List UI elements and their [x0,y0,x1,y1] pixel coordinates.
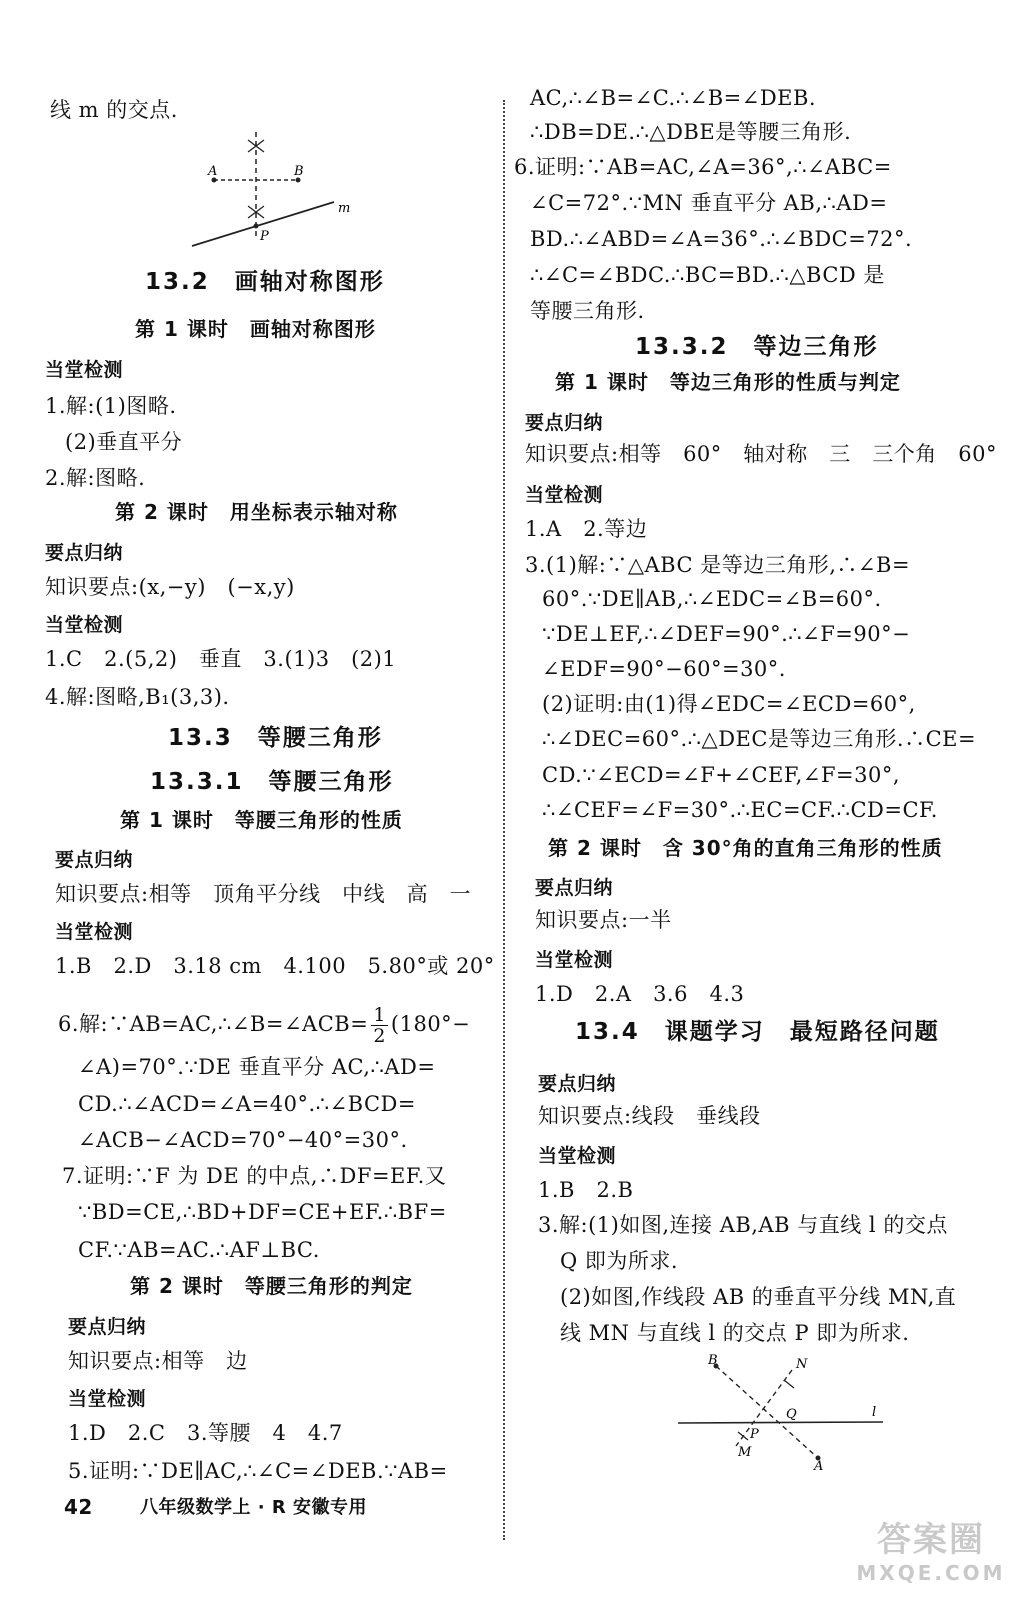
subsection-title: 13.3.2 等边三角形 [635,334,879,360]
answer-line: 1.D 2.A 3.6 4.3 [535,982,745,1006]
label-m: M [738,1445,752,1460]
answer-line: ∴DB=DE.∴△DBE是等腰三角形. [530,120,852,144]
answer-line: 4.解:图略,B₁(3,3). [45,685,230,709]
answer-line: 3.解:(1)如图,连接 AB,AB 与直线 l 的交点 [538,1213,948,1237]
answer-text: 6.解:∵AB=AC,∴∠B=∠ACB= [58,1012,369,1036]
answer-line: 1.D 2.C 3.等腰 4 4.7 [68,1421,343,1445]
label-check: 当堂检测 [525,484,604,506]
shortest-path-figure [668,1352,898,1472]
answer-line: ∠C=72°.∵MN 垂直平分 AB,∴AD= [530,191,888,215]
answer-line: 1.A 2.等边 [525,517,648,541]
perpendicular-bisector-figure [180,128,360,252]
answer-line: CD.∴∠ACD=∠A=40°.∴∠BCD= [78,1092,416,1116]
segment-ab [716,1366,818,1458]
label-m: m [338,201,351,216]
answer-line: CD.∵∠ECD=∠F+∠CEF,∠F=30°, [542,763,901,787]
answer-line: ∵BD=CE,∴BD+DF=CE+EF.∴BF= [78,1200,447,1224]
book-title: 八年级数学上 · R 安徽专用 [140,1497,367,1518]
label-p: P [750,1427,759,1442]
answer-line: Q 即为所求. [560,1249,679,1273]
answer-line: 1.C 2.(5,2) 垂直 3.(1)3 (2)1 [45,647,397,671]
answer-line: 7.证明:∵F 为 DE 的中点,∴DF=EF.又 [62,1164,447,1188]
label-key-points: 要点归纳 [68,1316,147,1338]
section-title: 13.3 等腰三角形 [168,725,383,751]
answer-line: ∴∠C=∠BDC.∴BC=BD.∴△BCD 是 [530,263,885,287]
answer-line: 等腰三角形. [530,299,645,323]
lesson-title: 第 1 课时 画轴对称图形 [135,317,376,341]
label-a: A [814,1459,824,1472]
label-a: A [208,164,218,179]
label-check: 当堂检测 [45,359,124,381]
label-b: B [294,164,304,179]
section-title: 13.4 课题学习 最短路径问题 [575,1019,940,1045]
answer-line: 2.解:图略. [45,466,146,490]
label-key-points: 要点归纳 [535,877,614,899]
label-key-points: 要点归纳 [45,542,124,564]
fraction-numerator: 1 [373,1004,386,1026]
answer-line: (2)垂直平分 [65,430,183,454]
point-p [254,224,259,229]
answer-line: ∵DE⊥EF,∴∠DEF=90°.∴∠F=90°− [542,622,911,646]
answer-line: 知识要点:(x,−y) (−x,y) [45,575,295,599]
answer-line-fraction [58,1002,470,1046]
fraction [371,1005,388,1046]
text-line: 线 m 的交点. [50,98,178,122]
label-check: 当堂检测 [538,1145,617,1167]
answer-line: 知识要点:相等 顶角平分线 中线 高 一 [55,882,472,906]
label-b: B [708,1353,718,1368]
bisector-mn [736,1370,792,1446]
label-q: Q [786,1407,797,1422]
answer-line: ∠ACB−∠ACD=70°−40°=30°. [78,1128,408,1152]
answer-line: ∠A)=70°.∵DE 垂直平分 AC,∴AD= [78,1055,436,1079]
answer-line: 1.B 2.D 3.18 cm 4.100 5.80°或 20° [55,954,495,978]
answer-line: 60°.∵DE∥AB,∴∠EDC=∠B=60°. [542,587,882,611]
fraction-denominator: 2 [373,1025,386,1047]
label-l: l [872,1405,877,1420]
answer-line: 5.证明:∵DE∥AC,∴∠C=∠DEB.∵AB= [68,1459,448,1483]
watermark-text: 答案圈 [877,1520,985,1560]
label-check: 当堂检测 [55,921,134,943]
watermark-url: MXQE.COM [856,1561,1006,1585]
answer-line: ∠EDF=90°−60°=30°. [542,657,786,681]
label-check: 当堂检测 [535,949,614,971]
label-key-points: 要点归纳 [525,412,604,434]
answer-line: (2)证明:由(1)得∠EDC=∠ECD=60°, [542,692,916,716]
answer-line: 1.解:(1)图略. [45,394,177,418]
label-key-points: 要点归纳 [55,849,134,871]
answer-line: CF.∵AB=AC.∴AF⊥BC. [78,1238,320,1262]
answer-line: 知识要点:相等 边 [68,1349,248,1373]
answer-line: 知识要点:一半 [535,908,672,932]
label-n: N [796,1357,808,1372]
subsection-title: 13.3.1 等腰三角形 [150,769,394,795]
answer-line: BD.∴∠ABD=∠A=36°.∴∠BDC=72°. [530,227,913,251]
answer-line: 1.B 2.B [538,1178,634,1202]
label-check: 当堂检测 [68,1388,147,1410]
watermark-logo [856,1519,1006,1591]
label-p: P [260,229,269,244]
answer-line: 知识要点:线段 垂线段 [538,1104,761,1128]
answer-line: (2)如图,作线段 AB 的垂直平分线 MN,直 [560,1285,957,1309]
column-divider [503,100,505,1540]
answer-line: 线 MN 与直线 l 的交点 P 即为所求. [560,1321,910,1345]
lesson-title: 第 2 课时 等腰三角形的判定 [130,1274,413,1298]
answer-text: (180°− [390,1012,471,1036]
label-check: 当堂检测 [45,614,124,636]
lesson-title: 第 1 课时 等边三角形的性质与判定 [555,370,901,394]
answer-line: ∴∠DEC=60°.∴△DEC是等边三角形.∴CE= [542,727,977,751]
page-number: 42 [64,1495,93,1519]
label-key-points: 要点归纳 [538,1073,617,1095]
line-l [678,1422,883,1423]
section-title: 13.2 画轴对称图形 [145,269,385,295]
lesson-title: 第 2 课时 用坐标表示轴对称 [115,500,398,524]
lesson-title: 第 1 课时 等腰三角形的性质 [120,808,403,832]
answer-line: 3.(1)解:∵△ABC 是等边三角形,∴∠B= [525,553,911,577]
answer-line: ∴∠CEF=∠F=30°.∴EC=CF.∴CD=CF. [542,798,938,822]
answer-line: AC,∴∠B=∠C.∴∠B=∠DEB. [530,86,817,110]
answer-line: 知识要点:相等 60° 轴对称 三 三个角 60° [525,442,998,466]
answer-line: 6.证明:∵AB=AC,∠A=36°,∴∠ABC= [514,155,892,179]
lesson-title: 第 2 课时 含 30°角的直角三角形的性质 [548,836,943,860]
